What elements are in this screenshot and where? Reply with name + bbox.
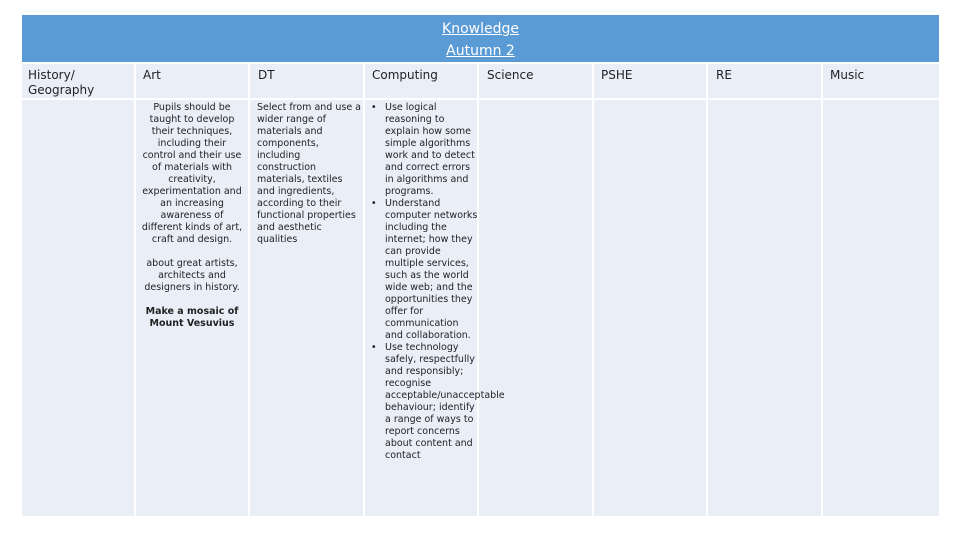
art-cell: [140, 102, 244, 342]
header-music: Music: [830, 68, 865, 82]
column-divider: [821, 64, 823, 516]
art-paragraph: Pupils should be taught to develop their techniques, including their control and their use of materials with creativity, experimentation and an increasing awareness of different kinds of art, craft and design.: [141, 102, 243, 245]
column-divider: [592, 64, 594, 516]
title-banner: [22, 15, 939, 62]
dt-cell: Select from and use a wider range of materials and components, including construction materials, textiles and ingredients, according to their functional properties and aesthetic qualities: [257, 102, 362, 245]
art-paragraph: about great artists, architects and designers in history.: [144, 258, 240, 293]
computing-bullet: • Understand computer networks including the internet; how they can provide multiple services, such as the world wide web; and the opportunities they offer for communication and collaboration.: [371, 198, 479, 342]
header-computing: Computing: [372, 68, 438, 82]
curriculum-table: [22, 15, 939, 516]
header-art: Art: [143, 68, 161, 82]
header-pshe: PSHE: [601, 68, 633, 82]
header-science: Science: [487, 68, 534, 82]
title-line-2: Autumn 2: [446, 43, 515, 59]
header-history-geography: History/ Geography: [28, 68, 95, 97]
column-divider: [706, 64, 708, 516]
column-divider: [248, 64, 250, 516]
computing-bullet: • Use logical reasoning to explain how some simple algorithms work and to detect and correct errors in algorithms and programs.: [371, 102, 479, 198]
column-divider: [363, 64, 365, 516]
header-re: RE: [716, 68, 732, 82]
art-activity: Make a mosaic of Mount Vesuvius: [145, 306, 239, 329]
column-divider: [134, 64, 136, 516]
title-line-1: Knowledge: [442, 21, 519, 37]
header-dt: DT: [258, 68, 275, 82]
computing-cell: [371, 102, 505, 462]
computing-bullet: • Use technology safely, respectfully and responsibly; recognise acceptable/unacceptable behaviour; identify a range of ways to report concerns about content and contact: [371, 342, 479, 462]
